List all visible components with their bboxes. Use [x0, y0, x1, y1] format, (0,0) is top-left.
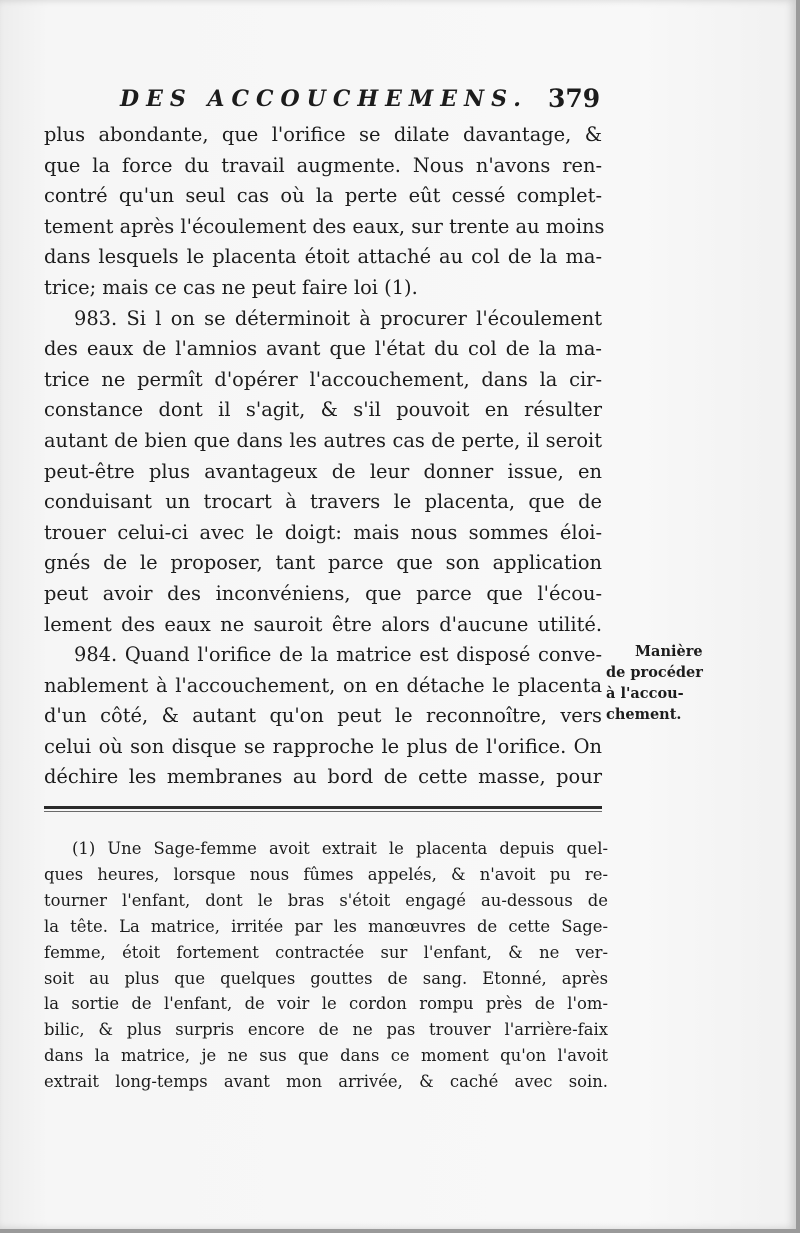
footnote-line: femme, étoit fortement contractée sur l'enfant, & ne ver- [44, 942, 608, 962]
text-line: gnés de le proposer, tant parce que son application [44, 551, 602, 575]
text-line: déchire les membranes au bord de cette masse, pour [44, 765, 602, 789]
text-line: constance dont il s'agit, & s'il pouvoit en résulter [44, 398, 602, 422]
footnote-line: la tête. La matrice, irritée par les manœuvres de cette Sage- [44, 916, 608, 936]
text-line: dans lesquels le placenta étoit attaché au col de la ma- [44, 245, 602, 269]
footnote-line: extrait long-temps avant mon arrivée, & caché avec soin. [44, 1072, 608, 1092]
main-text [44, 120, 605, 793]
text-line: celui où son disque se rapproche le plus de l'orifice. On [44, 734, 602, 758]
paragraph-984-start: 984. Quand l'orifice de la matrice est disposé conve- [74, 643, 602, 667]
text-line: d'un côté, & autant qu'on peut le reconnoître, vers [44, 704, 602, 728]
text-line: conduisant un trocart à travers le placenta, que de [44, 490, 602, 514]
text-line: trice ne permît d'opérer l'accouchement, dans la cir- [44, 367, 602, 391]
text-line: plus abondante, que l'orifice se dilate davantage, & [44, 123, 602, 146]
margin-note-line: de procéder [606, 664, 703, 681]
footnote-line: bilic, & plus surpris encore de ne pas trouver l'arrière-faix [44, 1020, 608, 1040]
footnote-line: soit au plus que quelques gouttes de sang. Etonné, après [44, 968, 608, 988]
footnote [44, 836, 608, 1095]
text-line: tement après l'écoulement des eaux, sur trente au moins [44, 214, 605, 238]
footnote-line: ques heures, lorsque nous fûmes appelés, & n'avoit pu re- [44, 864, 608, 884]
text-line: lement des eaux ne sauroit être alors d'aucune utilité. [44, 612, 602, 636]
margin-note-line: Manière [635, 643, 703, 660]
text-line: trouer celui-ci avec le doigt: mais nous sommes éloi- [44, 520, 602, 544]
text-line: trice; mais ce cas ne peut faire loi (1). [44, 275, 418, 299]
text-line: des eaux de l'amnios avant que l'état du col de la ma- [44, 337, 602, 361]
margin-note-line: chement. [606, 706, 682, 723]
text-line: nablement à l'accouchement, on en détache le placenta [44, 673, 602, 697]
footnote-line: dans la matrice, je ne sus que dans ce moment qu'on l'avoit [44, 1046, 608, 1066]
margin-note-line: à l'accou- [606, 685, 684, 702]
text-line: contré qu'un seul cas où la perte eût cessé complet- [44, 184, 602, 208]
footnote-line: (1) Une Sage-femme avoit extrait le placenta depuis quel- [72, 839, 608, 858]
margin-note [606, 641, 714, 725]
text-line: autant de bien que dans les autres cas de perte, il seroit [44, 428, 602, 452]
text-line: peut-être plus avantageux de leur donner issue, en [44, 459, 602, 483]
running-title: DES ACCOUCHEMENS. [120, 86, 528, 112]
footnote-divider [44, 806, 602, 809]
footnote-line: la sortie de l'enfant, de voir le cordon rompu près de l'om- [44, 994, 608, 1014]
footnote-divider-thin [44, 811, 602, 812]
footnote-line: tourner l'enfant, dont le bras s'étoit engagé au-dessous de [44, 890, 608, 910]
text-line: que la force du travail augmente. Nous n'avons ren- [44, 153, 602, 177]
text-line: peut avoir des inconvéniens, que parce que l'écou- [44, 581, 602, 605]
paragraph-983-start: 983. Si l on se déterminoit à procurer l'écoulement [74, 306, 602, 330]
page-number: 379 [548, 84, 601, 113]
